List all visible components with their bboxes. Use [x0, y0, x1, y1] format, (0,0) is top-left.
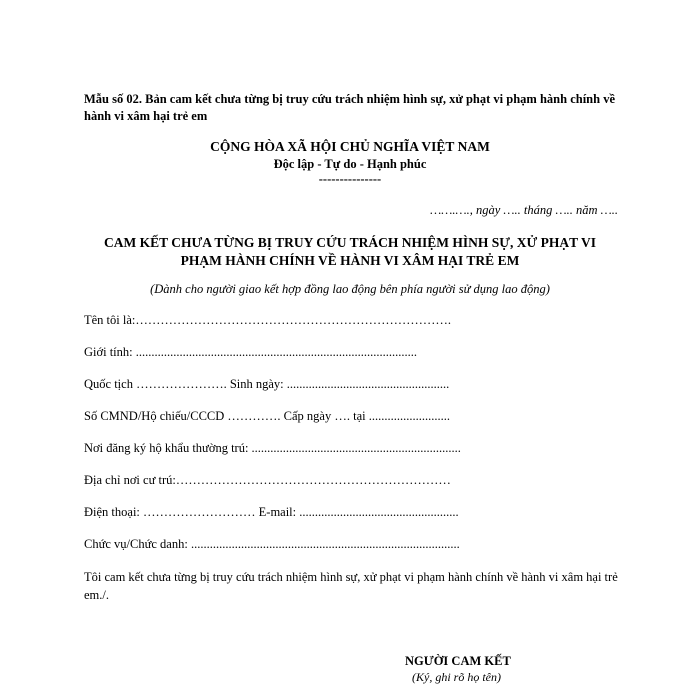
- document-title-line-1: CAM KẾT CHƯA TỪNG BỊ TRUY CỨU TRÁCH NHIỆM HÌNH SỰ, XỬ PHẠT VI: [103, 235, 597, 250]
- signature-note: (Ký, ghi rõ họ tên): [412, 670, 501, 684]
- form-number-title: Mẫu số 02. Bản cam kết chưa từng bị truy cứu trách nhiệm hình sự, xử phạt vi phạm hành chính về hành vi xâm hại trẻ em: [84, 92, 615, 123]
- signer-title: NGƯỜI CAM KẾT: [405, 654, 511, 668]
- document-subtitle: (Dành cho người giao kết hợp đồng lao động bên phía người sử dụng lao động): [150, 282, 550, 296]
- field-full-name: Tên tôi là:………………………………………………………………….: [84, 313, 451, 327]
- document-title: [0, 234, 700, 270]
- header-divider: ---------------: [318, 172, 382, 186]
- national-name: CỘNG HÒA XÃ HỘI CHỦ NGHĨA VIỆT NAM: [210, 139, 490, 154]
- field-position: Chức vụ/Chức danh: ......................................................................................: [84, 537, 460, 551]
- commitment-statement: Tôi cam kết chưa từng bị truy cứu trách nhiệm hình sự, xử phạt vi phạm hành chính về hành vi xâm hại trẻ em./.: [84, 570, 618, 602]
- field-nationality-birthdate: Quốc tịch …………………. Sinh ngày: ....................................................: [84, 377, 450, 391]
- field-id-number: Số CMND/Hộ chiếu/CCCD …………. Cấp ngày …. tại ..........................: [84, 409, 450, 423]
- field-phone-email: Điện thoại: ……………………… E-mail: ...................................................: [84, 505, 459, 519]
- date-line: …….…., ngày ….. tháng ….. năm …..: [430, 203, 618, 217]
- field-current-address: Địa chỉ nơi cư trú:…………………………………………………………: [84, 473, 451, 487]
- document-title-line-2: PHẠM HÀNH CHÍNH VỀ HÀNH VI XÂM HẠI TRẺ EM: [180, 253, 520, 268]
- national-motto: Độc lập - Tự do - Hạnh phúc: [273, 157, 427, 171]
- field-gender: Giới tính: ..........................................................................................: [84, 345, 418, 359]
- field-permanent-residence: Nơi đăng ký hộ khẩu thường trú: ...................................................................: [84, 441, 461, 455]
